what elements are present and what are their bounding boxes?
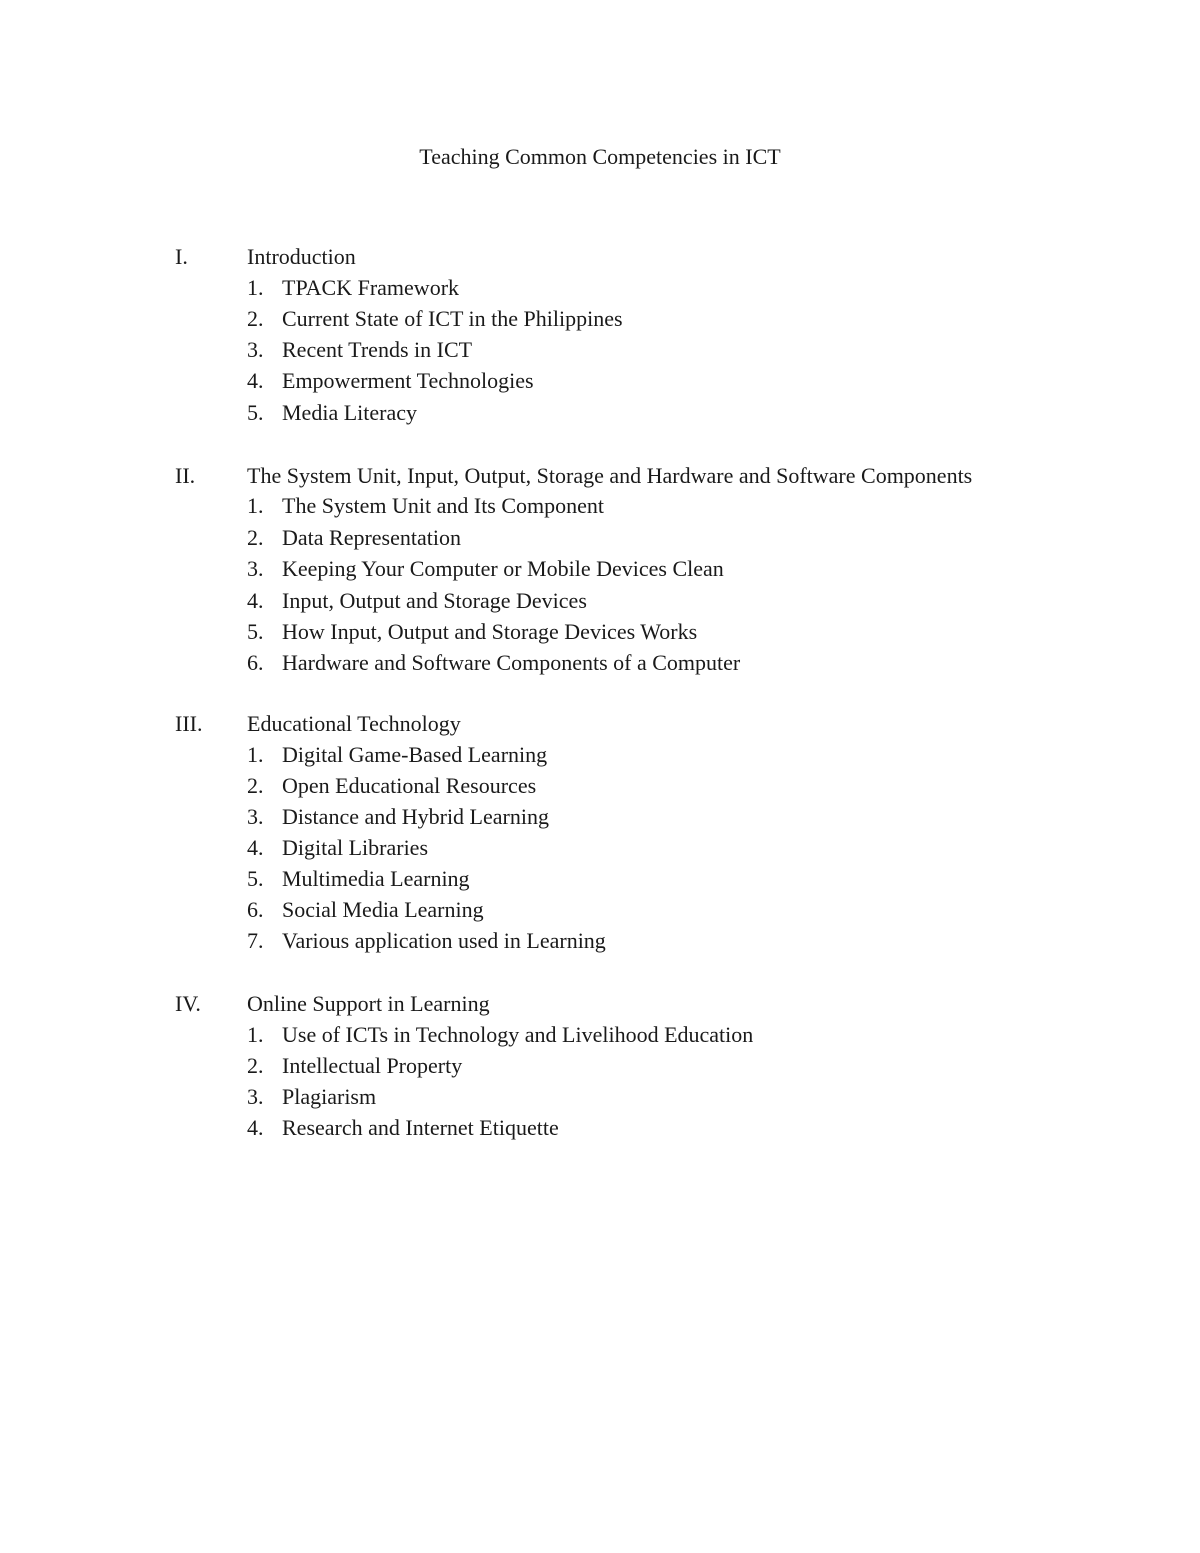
list-item: Intellectual Property <box>282 1053 463 1078</box>
section-title: Online Support in Learning <box>247 991 490 1016</box>
list-item: Recent Trends in ICT <box>282 337 473 362</box>
list-item: How Input, Output and Storage Devices Works <box>282 619 698 644</box>
list-item: Research and Internet Etiquette <box>282 1115 559 1140</box>
list-item: Digital Libraries <box>282 835 429 860</box>
list-item-number: 6. <box>247 897 264 922</box>
list-item: Current State of ICT in the Philippines <box>282 306 623 331</box>
list-item-number: 4. <box>247 588 264 613</box>
section-numeral: III. <box>175 711 203 736</box>
list-item-number: 5. <box>247 866 264 891</box>
section-numeral: II. <box>175 463 196 488</box>
list-item: Social Media Learning <box>282 897 484 922</box>
list-item-number: 3. <box>247 337 264 362</box>
list-item-number: 5. <box>247 400 264 425</box>
list-item-number: 1. <box>247 493 264 518</box>
section-title: Educational Technology <box>247 711 461 736</box>
list-item-number: 7. <box>247 928 264 953</box>
list-item-number: 1. <box>247 1022 264 1047</box>
list-item-number: 2. <box>247 525 264 550</box>
list-item-number: 4. <box>247 835 264 860</box>
list-item-number: 4. <box>247 368 264 393</box>
section-numeral: I. <box>175 244 188 269</box>
document-title: Teaching Common Competencies in ICT <box>419 144 781 169</box>
section-numeral: IV. <box>175 991 201 1016</box>
list-item-number: 3. <box>247 804 264 829</box>
list-item-number: 5. <box>247 619 264 644</box>
list-item: Hardware and Software Components of a Computer <box>282 650 741 675</box>
list-item-number: 3. <box>247 1084 264 1109</box>
list-item-number: 1. <box>247 275 264 300</box>
list-item: Plagiarism <box>282 1084 377 1109</box>
list-item-number: 1. <box>247 742 264 767</box>
list-item: Use of ICTs in Technology and Livelihood Education <box>282 1022 754 1047</box>
list-item: TPACK Framework <box>282 275 460 300</box>
list-item: Distance and Hybrid Learning <box>282 804 549 829</box>
list-item: Multimedia Learning <box>282 866 470 891</box>
list-item: Data Representation <box>282 525 461 550</box>
list-item-number: 6. <box>247 650 264 675</box>
list-item-number: 2. <box>247 1053 264 1078</box>
list-item: The System Unit and Its Component <box>282 493 605 518</box>
list-item: Empowerment Technologies <box>282 368 534 393</box>
list-item-number: 4. <box>247 1115 264 1140</box>
section-title: Introduction <box>247 244 356 269</box>
list-item-number: 2. <box>247 773 264 798</box>
list-item: Input, Output and Storage Devices <box>282 588 587 613</box>
list-item: Various application used in Learning <box>282 928 606 953</box>
list-item: Keeping Your Computer or Mobile Devices Clean <box>282 556 724 581</box>
list-item: Open Educational Resources <box>282 773 537 798</box>
list-item-number: 2. <box>247 306 264 331</box>
list-item: Digital Game-Based Learning <box>282 742 548 767</box>
list-item-number: 3. <box>247 556 264 581</box>
section-title: The System Unit, Input, Output, Storage and Hardware and Software Components <box>247 463 973 488</box>
list-item: Media Literacy <box>282 400 417 425</box>
